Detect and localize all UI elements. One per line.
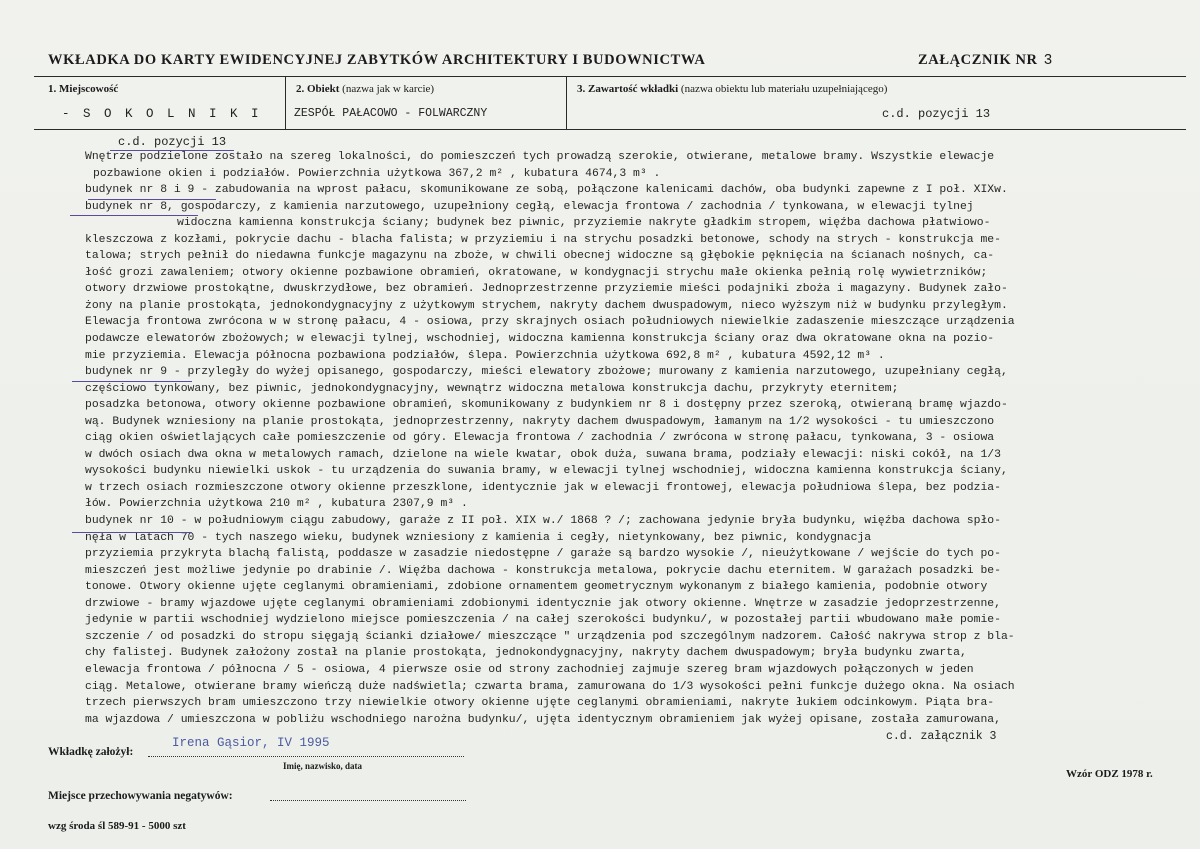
description-line: łów. Powierzchnia użytkowa 210 m² , kubatura 2307,9 m³ . [85,498,468,511]
object-label-main: 2. Obiekt [296,83,340,95]
header-rule-top [34,76,1186,77]
content-value: c.d. pozycji 13 [882,107,991,121]
negatives-line [270,800,466,801]
description-line: jedynie w partii wschodniej wydzielono miejsce pomieszczenia / na całej szerokości budynku/, w pozostałej partii wbudowano małe pomie- [85,614,1001,627]
print-info: wzg środa śl 589-91 - 5000 szt [48,820,186,832]
annex-label: ZAŁĄCZNIK NR [918,52,1038,68]
description-line: nęła w latach 70 - tych naszego wieku, budynek wzniesiony z kamienia i cegły, nietynkowany, bez piwnic, kondygnacja [85,531,872,544]
content-label-main: 3. Zawartość wkładki [577,83,679,95]
inserted-by-caption: Imię, nazwisko, data [283,761,363,771]
description-line: częściowo tynkowany, bez piwnic, jednokondygnacyjny, wewnątrz widoczna metalowa konstrukcja dachu, przykryty eternitem; [85,382,899,395]
description-line: w trzech osiach rozmieszczone otwory okienne przeszklone, identycznie jak w elewacji frontowej, elewacja południowa ślepa, bez podzia- [85,481,1001,494]
description-line: łość grozi zawaleniem; otwory okienne pozbawione obramień, okratowane, w kondygnacji strychu małe okienka pełnią rolę wywietrzników; [85,266,988,279]
description-line: trzech pierwszych bram umieszczono trzy niewielkie otwory okienne ujęte ceglanymi obramieniami, nakryte łukiem odcinkowym. Piąta bra- [85,697,995,710]
content-label-hint: (nazwa obiektu lub materiału uzupełniającego) [680,83,888,95]
underline-building-10 [72,532,192,533]
object-value: ZESPÓŁ PAŁACOWO - FOLWARCZNY [294,107,488,120]
description-line: elewacja frontowa / północna / 5 - osiowa, 4 pierwsze osie od strony zachodniej zajmuje szereg bram wjazdowych połączonych w jeden [85,663,974,676]
description-line: otwory drzwiowe prostokątne, dwuskrzydłowe, bez obramień. Jednoprzestrzenne przyziemie mieści podajniki zboża i magazyny. Budynek zało- [85,283,1008,296]
form-title: WKŁADKA DO KARTY EWIDENCYJNEJ ZABYTKÓW ARCHITEKTURY I BUDOWNICTWA [48,52,706,68]
description-line: mie przyziemia. Elewacja północna pozbawiona podziałów, ślepa. Powierzchnia użytkowa 692,8 m² , kubatura 4592,12 m³ . [85,349,885,362]
description-line: pozbawione okien i podziałów. Powierzchnia użytkowa 367,2 m² , kubatura 4674,3 m³ . [93,167,661,180]
content-label [577,83,887,95]
description-line: wysokości budynku niewielki uskok - tu urządzenia do suwania bramy, w elewacji tylnej wschodniej, widoczna kamienna konstrukcja ściany, [85,465,1008,478]
header-rule-bottom [34,129,1186,130]
description-line: szczenie / od posadzki do stropu sięgają ścianki działowe/ mieszczące " urządzenia pod szczególnym nadzorem. Całość nakrywa strop z bla- [85,630,1015,643]
inserted-by-label: Wkładkę założył: [48,746,134,758]
description-line: podawcze elewatorów zbożowych; w elewacji tylnej, wschodniej, widoczna kamienna konstrukcja ściany oraz dwa okratowane okna na pozio- [85,333,995,346]
annex-heading [918,52,1053,69]
underline-building-8-9 [88,199,216,200]
description-line: budynek nr 8 i 9 - zabudowania na wprost pałacu, skomunikowane ze sobą, połączone kalenicami dachów, oba budynki zapewne z I poł. XIXw. [85,184,1008,197]
description-line: ciąg. Metalowe, otwierane bramy wieńczą duże nadświetla; czwarta brama, zamurowana do 1/3 wysokości pełni funkcje dużego okna. Na osiach [85,680,1015,693]
field-divider-2 [566,77,567,129]
description-text [85,149,1175,728]
annex-number: 3 [1043,53,1053,69]
description-line: widoczna kamienna konstrukcja ściany; budynek bez piwnic, przyziemie nakryte gładkim stropem, więźba dachowa płatwiowo- [177,217,991,230]
description-line: budynek nr 8, gospodarczy, z kamienia narzutowego, uzupełniony cegłą, elewacja frontowa / zachodnia / tynkowana, w elewacji tylnej [85,200,974,213]
place-label: 1. Miejscowość [48,83,119,95]
object-label [296,83,434,95]
description-line: budynek nr 10 - w południowym ciągu zabudowy, garaże z II poł. XIX w./ 1868 ? /; zachowana jedynie bryła budynku, więźba dachowa spło- [85,515,1001,528]
object-label-hint: (nazwa jak w karcie) [342,83,435,95]
continuation-heading: c.d. pozycji 13 [118,135,227,149]
description-line: przyziemia przykryta blachą falistą, poddasze w zasadzie niedostępne / garaże są bardzo wysokie /, nieużytkowane / wejście do tych po- [85,548,1001,561]
description-line: mieszczeń jest możliwe jedynie po drabinie /. Więźba dachowa - konstrukcja metalowa, pokrycie dachu eternitem. W garażach posadzki be- [85,564,1001,577]
description-line: Elewacja frontowa zwrócona w w stronę pałacu, 4 - osiowa, przy skrajnych osiach południowych niewielkie zadaszenie mieszczące urządzenia [85,316,1015,329]
description-line: tonowe. Otwory okienne ujęte ceglanymi obramieniami, zdobione ornamentem geometrycznym wykonanym z białego kamienia, podobnie otwory [85,581,988,594]
description-line: ciąg okien oświetlających całe pomieszczenie od góry. Elewacja frontowa / zachodnia / zwrócona w stronę pałacu, tynkowana, 3 - osiowa [85,432,995,445]
inserted-by-line [148,756,464,757]
continued-note: c.d. załącznik 3 [886,730,997,743]
description-line: wą. Budynek wzniesiony na planie prostokąta, jednoprzestrzenny, nakryty dachem dwuspadowym, łamanym na 1/2 wysokości - tu umieszczono [85,415,995,428]
underline-building-9 [72,381,192,382]
description-line: ma wjazdowa / umieszczona w pobliżu wschodniego narożna budynku/, ujęta identycznym obramieniem jak wyżej opisane, została zamurowana, [85,713,1001,726]
description-line: Wnętrze podzielone zostało na szereg lokalności, do pomieszczeń tych prowadzą szerokie, otwierane, metalowe bramy. Wszystkie elewacje [85,151,995,163]
underline-building-8 [70,215,198,216]
negatives-label: Miejsce przechowywania negatywów: [48,790,233,802]
description-line: budynek nr 9 - przyległy do wyżej opisanego, gospodarczy, mieści elewatory zbożowe; murowany z kamienia narzutowego, uzupełniany cegłą, [85,366,1008,379]
description-line: chy falistej. Budynek założony został na planie prostokąta, jednokondygnacyjny, nakryty dachem dwuspadowym; bryła budynku zwarta, [85,647,967,660]
description-line: posadzka betonowa, otwory okienne pozbawione obramień, skomunikowany z budynkiem nr 8 i dostępny przez szeroką, otwieraną bramę wjazdo- [85,399,1008,412]
inserted-by-value: Irena Gąsior, IV 1995 [172,736,330,750]
form-model: Wzór ODZ 1978 r. [1066,768,1153,780]
description-line: kleszczowa z kozłami, pokrycie dachu - blacha falista; w przyziemiu i na strychu posadzki betonowe, schody na strych - konstrukcja me- [85,233,1001,246]
description-line: drzwiowe - bramy wjazdowe ujęte ceglanymi obramieniami zdobionymi identycznie jak otwory okienne. Wnętrze w zasadzie jedoprzestrzenne, [85,597,1001,610]
field-divider-1 [285,77,286,129]
description-line: talowa; strych pełnił do niedawna funkcje magazynu na zboże, w chwili obecnej widoczne są głębokie pęknięcia na ścianach nośnych, ca- [85,250,995,263]
place-value: - S O K O L N I K I [62,107,262,121]
description-line: w dwóch osiach dwa okna w metalowych ramach, dzielone na wiele kwatar, obok duża, suwana brama, podziały elewacji: niski cokół, na 1/3 [85,448,1001,461]
description-line: żony na planie prostokąta, jednokondygnacyjny z użytkowym strychem, nakryty dachem dwuspadowym, nieco wyższym niż w budynku przyległym. [85,299,1008,312]
